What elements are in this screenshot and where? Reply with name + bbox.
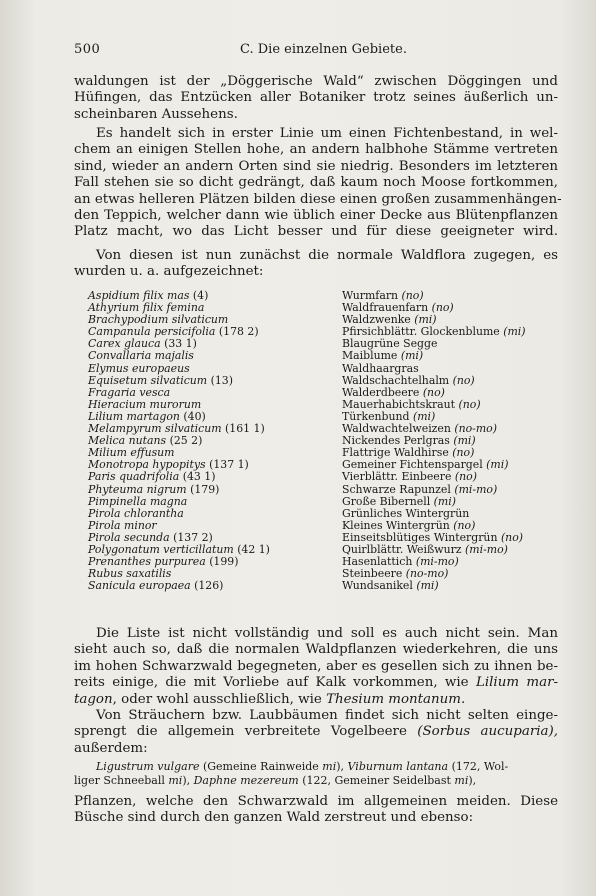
figure-reference: (13): [210, 373, 233, 387]
text-line: Von Sträuchern bzw. Laubbäumen findet sich nicht selten einge-: [96, 708, 558, 723]
text-line: chem an einigen Stellen hohe, an andern halbhohe Stämme vertreten: [74, 142, 558, 158]
species-name: Thesium montanum: [326, 691, 461, 707]
text-line: Die Liste ist nicht vollständig und soll es auch nicht sein. Man: [96, 626, 558, 641]
german-name-text: Waldhaargras: [342, 361, 419, 375]
after-list-paragraph: [74, 626, 558, 708]
text-run: (Gemeine Rainweide: [199, 760, 323, 773]
plant-row: [88, 580, 558, 592]
abundance-note: (mi): [486, 458, 509, 472]
latin-name-text: Rubus saxatilis: [88, 567, 172, 581]
text-run: , oder wohl ausschließlich, wie: [112, 691, 327, 707]
latin-name-text: Campanula persicifolia: [88, 325, 216, 339]
abundance-note: (mi): [412, 409, 436, 423]
latin-name-text: Monotropa hypopitys: [88, 458, 206, 472]
german-name-text: Nickendes Perlgras: [342, 434, 450, 448]
figure-reference: (4): [192, 289, 209, 302]
german-name-text: Große Bibernell: [342, 494, 431, 508]
abundance-note: (mi-mo): [465, 542, 508, 556]
figure-reference: (40): [183, 409, 206, 423]
abundance-note: (no): [401, 289, 424, 302]
german-name-text: Waldzwenke: [342, 313, 411, 327]
figure-reference: (178 2): [218, 325, 259, 339]
latin-name-text: Melampyrum silvaticum: [88, 422, 222, 436]
species-name: tagon: [74, 691, 113, 707]
latin-name-text: Pirola minor: [88, 518, 157, 532]
german-name-text: Waldschachtelhalm: [342, 373, 450, 387]
abundance-note: (mi): [414, 313, 437, 327]
latin-name-text: Aspidium filix mas: [88, 289, 190, 302]
figure-reference: (161 1): [225, 422, 265, 436]
text-line: außerdem:: [74, 740, 148, 756]
abundance-note: (mi): [416, 579, 439, 593]
german-name-text: Grünliches Wintergrün: [342, 506, 470, 520]
figure-reference: (199): [209, 555, 239, 569]
abundance-note: mi: [168, 774, 183, 787]
species-name: Viburnum lantana: [347, 760, 449, 773]
german-name: [342, 580, 439, 592]
text-line: Fall stehen sie so dicht gedrängt, daß kaum noch Moose fortkommen,: [74, 175, 558, 191]
german-name-text: Mauerhabichtskraut: [342, 397, 456, 411]
latin-name-text: Hieracium murorum: [88, 397, 202, 411]
text-line: Es handelt sich in erster Linie um einen Fichtenbestand, in wel-: [96, 126, 558, 141]
german-name-text: Gemeiner Fichtenspargel: [342, 458, 483, 472]
text-line: an etwas helleren Plätzen bilden diese einen großen zusammenhängen-: [74, 191, 562, 207]
latin-name-text: Pimpinella magna: [88, 494, 188, 508]
text-run: reits einige, die mit Vorliebe auf Kalk vorkommen, wie: [74, 675, 476, 691]
text-line: [74, 675, 558, 691]
text-line: den Teppich, welcher dann wie üblich einer Decke aus Blütenpflanzen: [74, 208, 558, 224]
text-line: [74, 692, 558, 708]
abundance-note: (mi): [453, 434, 476, 448]
figure-reference: (33 1): [164, 337, 197, 351]
text-run: (172, Wol-: [448, 760, 509, 773]
abundance-note: (no-mo): [454, 422, 497, 436]
latin-name-text: Convallaria majalis: [88, 349, 194, 363]
abundance-note: (no): [458, 397, 481, 411]
species-name: (Sorbus aucuparia),: [417, 724, 558, 740]
latin-name-text: Fragaria vesca: [88, 385, 171, 399]
figure-reference: (25 2): [169, 434, 203, 448]
german-name-text: Hasenlattich: [342, 555, 413, 569]
text-line: Pflanzen, welche den Schwarzwald im allgemeinen meiden. Diese: [74, 794, 558, 809]
closing-paragraph: [74, 794, 558, 827]
text-line: Hüfingen, das Entzücken aller Botaniker trotz seines äußerlich un-: [74, 90, 558, 106]
latin-name-text: Sanicula europaea: [88, 579, 191, 593]
intro-paragraph: [74, 74, 558, 123]
text-run: ),: [468, 774, 477, 787]
abundance-note: (no): [422, 385, 445, 399]
abundance-note: (mi): [433, 494, 456, 508]
plant-row: [88, 508, 558, 520]
list-intro-paragraph: [74, 248, 558, 281]
abundance-note: (no): [431, 301, 454, 315]
german-name-text: Einseitsblütiges Wintergrün: [342, 530, 498, 544]
latin-name-text: Pirola chlorantha: [88, 506, 184, 520]
german-name-text: Waldwachtelweizen: [342, 422, 451, 436]
text-run: sprengt die allgemein verbreitete Vogelbeere: [74, 724, 418, 740]
latin-name-text: Equisetum silvaticum: [88, 373, 208, 387]
page-header: [74, 42, 554, 62]
text-run: liger Schneeball: [74, 774, 169, 787]
text-line: [74, 760, 558, 774]
text-run: .: [461, 691, 466, 707]
latin-name-text: Athyrium filix femina: [88, 301, 205, 315]
text-line: [74, 724, 558, 740]
german-name-text: Schwarze Rapunzel: [342, 482, 451, 496]
latin-name-text: Melica nutans: [88, 434, 167, 448]
abundance-note: (no): [452, 373, 475, 387]
species-name: Daphne mezereum: [193, 774, 299, 787]
text-line: Büsche sind durch den ganzen Wald zerstreut und ebenso:: [74, 810, 474, 826]
figure-reference: (179): [190, 482, 220, 496]
plant-list: [88, 290, 558, 592]
latin-name-text: Lilium martagon: [88, 409, 180, 423]
abundance-note: (mi-mo): [415, 555, 459, 569]
latin-name-text: Elymus europaeus: [88, 361, 190, 375]
species-name: Lilium mar-: [475, 675, 558, 691]
figure-reference: (42 1): [237, 542, 270, 556]
german-name-text: Wundsanikel: [342, 579, 413, 593]
latin-name: [88, 580, 223, 592]
german-name-text: Waldfrauenfarn: [342, 301, 429, 315]
species-name: Ligustrum vulgare: [96, 760, 200, 773]
latin-name-text: Polygonatum verticillatum: [88, 542, 234, 556]
german-name-text: Türkenbund: [342, 409, 410, 423]
german-name-text: Kleines Wintergrün: [342, 518, 450, 532]
latin-name-text: Milium effusum: [88, 446, 175, 460]
german-name-text: Steinbeere: [342, 567, 403, 581]
figure-reference: (137 2): [173, 530, 213, 544]
german-name-text: Flattrige Waldhirse: [342, 446, 449, 460]
text-line: sind, wieder an andern Orten sind sie niedrig. Besonders im letzteren: [74, 158, 558, 174]
abundance-note: (no-mo): [405, 567, 449, 581]
running-title: C. Die einzelnen Gebiete.: [240, 42, 407, 57]
text-run: ),: [336, 760, 348, 773]
german-name-text: Walderdbeere: [342, 385, 420, 399]
german-name-text: Vierblättr. Einbeere: [342, 470, 452, 484]
text-line: im hohen Schwarzwald begegneten, aber es gesellen sich zu ihnen be-: [74, 658, 558, 674]
latin-name-text: Brachypodium silvaticum: [88, 313, 229, 327]
text-line: sieht auch so, daß die normalen Waldpflanzen wiederkehren, die uns: [74, 642, 558, 658]
german-name-text: Pfirsichblättr. Glockenblume: [342, 325, 500, 339]
german-name-text: Blaugrüne Segge: [342, 337, 438, 351]
abundance-note: (mi-mo): [454, 482, 498, 496]
latin-name-text: Phyteuma nigrum: [88, 482, 187, 496]
abundance-note: (no): [453, 518, 476, 532]
shrub-paragraph: [74, 708, 558, 757]
text-line: [74, 774, 558, 788]
latin-name-text: Pirola secunda: [88, 530, 170, 544]
german-name-text: Wurmfarn: [342, 289, 399, 302]
german-name-text: Maiblume: [342, 349, 398, 363]
text-line: scheinbaren Aussehens.: [74, 106, 238, 122]
text-line: Platz macht, wo das Licht besser und für diese geeigneter wird.: [74, 224, 558, 240]
abundance-note: (mi): [400, 349, 424, 363]
text-run: (122, Gemeiner Seidelbast: [298, 774, 455, 787]
figure-reference: (137 1): [209, 458, 249, 472]
text-run: ),: [182, 774, 194, 787]
fichtenbestand-paragraph: [74, 126, 562, 241]
text-line: waldungen ist der „Döggerische Wald“ zwischen Döggingen und: [74, 74, 558, 89]
abundance-note: (no): [454, 470, 477, 484]
figure-reference: (126): [194, 579, 224, 593]
text-line: wurden u. a. aufgezeichnet:: [74, 264, 264, 280]
page-number: 500: [74, 42, 101, 57]
latin-name-text: Paris quadrifolia: [88, 470, 180, 484]
abundance-note: (mi): [503, 325, 526, 339]
figure-reference: (43 1): [182, 470, 216, 484]
german-name-text: Quirlblättr. Weißwurz: [342, 542, 462, 556]
latin-name-text: Prenanthes purpurea: [88, 555, 206, 569]
latin-name-text: Carex glauca: [88, 337, 161, 351]
abundance-note: (no): [500, 530, 524, 544]
text-line: Von diesen ist nun zunächst die normale Waldflora zugegen, es: [96, 248, 558, 263]
abundance-note: (no): [452, 446, 475, 460]
abundance-note: mi: [322, 760, 337, 773]
abundance-note: mi: [454, 774, 469, 787]
shrub-list: [74, 760, 558, 788]
